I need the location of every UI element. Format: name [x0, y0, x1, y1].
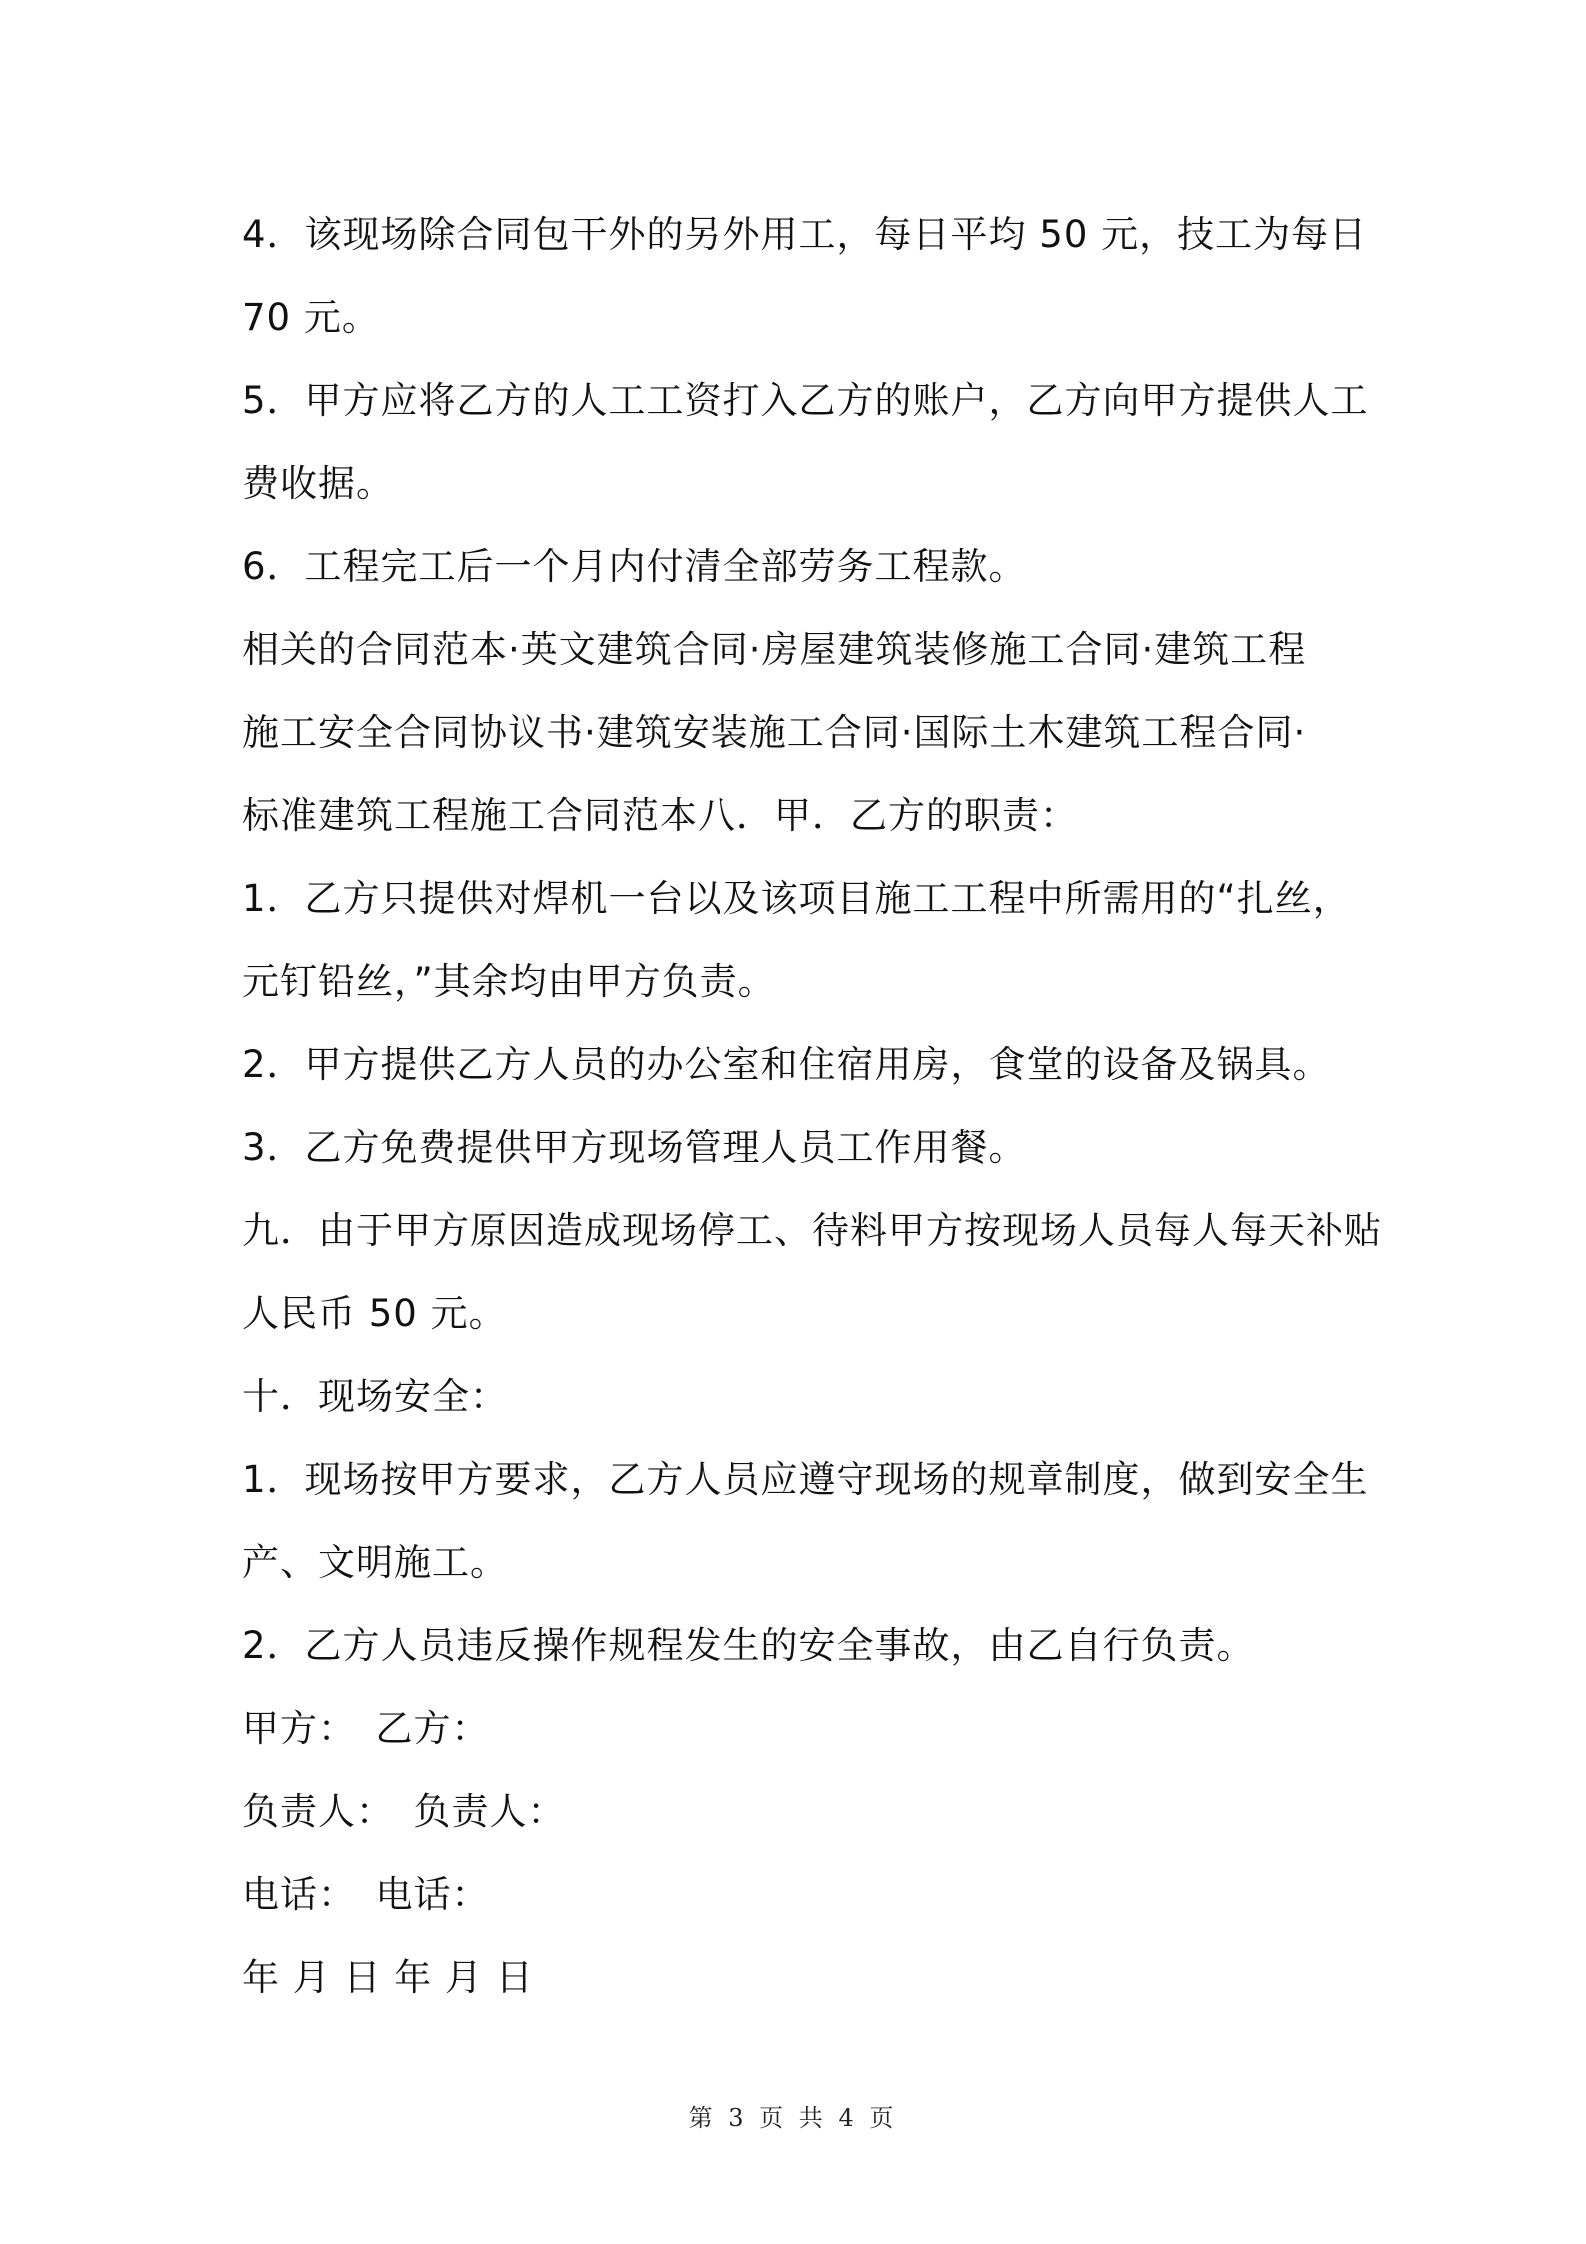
text-line: 1．现场按甲方要求，乙方人员应遵守现场的规章制度，做到安全生 — [242, 1458, 1369, 1501]
text-line: 九．由于甲方原因造成现场停工、待料甲方按现场人员每人每天补贴 — [242, 1209, 1382, 1252]
signature-party-line: 甲方： 乙方： — [242, 1707, 490, 1750]
document-body — [242, 193, 1382, 2019]
text-line: 人民币 50 元。 — [242, 1292, 507, 1335]
text-line: 2．甲方提供乙方人员的办公室和住宿用房，食堂的设备及锅具。 — [242, 1043, 1331, 1086]
signature-phone-line: 电话： 电话： — [242, 1873, 490, 1916]
text-line: 3．乙方免费提供甲方现场管理人员工作用餐。 — [242, 1126, 1027, 1169]
text-line: 产、文明施工。 — [242, 1541, 508, 1584]
text-line: 1．乙方只提供对焊机一台以及该项目施工工程中所需用的“扎丝， — [242, 877, 1351, 920]
text-line: 相关的合同范本·英文建筑合同·房屋建筑装修施工合同·建筑工程 — [242, 628, 1307, 671]
text-line: 十．现场安全： — [242, 1375, 508, 1418]
signature-date-line: 年 月 日 年 月 日 — [242, 1956, 534, 1999]
page-number-footer: 第 3 页 共 4 页 — [688, 2104, 898, 2132]
text-line: 6．工程完工后一个月内付清全部劳务工程款。 — [242, 545, 1027, 588]
text-line: 4．该现场除合同包干外的另外用工，每日平均 50 元，技工为每日 — [242, 213, 1368, 256]
text-line: 元钉铅丝，”其余均由甲方负责。 — [242, 960, 776, 1003]
text-line: 费收据。 — [242, 462, 394, 505]
text-line: 2．乙方人员违反操作规程发生的安全事故，由乙自行负责。 — [242, 1624, 1255, 1667]
text-line: 标准建筑工程施工合同范本八．甲．乙方的职责： — [242, 794, 1078, 837]
text-line: 施工安全合同协议书·建筑安装施工合同·国际土木建筑工程合同· — [242, 711, 1307, 754]
text-line: 70 元。 — [242, 296, 380, 339]
signature-person-line: 负责人： 负责人： — [242, 1790, 566, 1833]
text-line: 5．甲方应将乙方的人工工资打入乙方的账户，乙方向甲方提供人工 — [242, 379, 1369, 422]
